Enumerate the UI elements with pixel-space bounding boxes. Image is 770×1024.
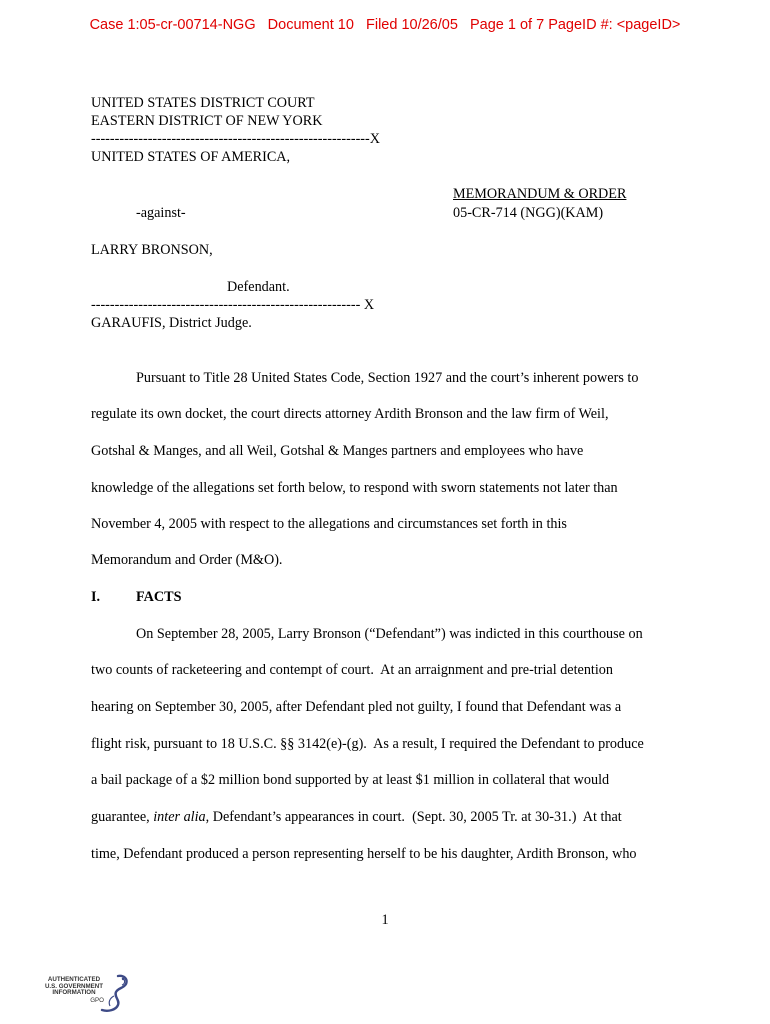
- defendant-name: LARRY BRONSON,: [91, 242, 213, 258]
- paragraph-line: Pursuant to Title 28 United States Code, Section 1927 and the court’s inherent powers to: [136, 370, 639, 386]
- italic-phrase: inter alia: [153, 809, 206, 825]
- caption-rule-top: -----------------------------------------------------------X: [91, 131, 380, 147]
- text-segment: guarantee,: [91, 809, 154, 825]
- logo-text-line: INFORMATION: [52, 989, 96, 997]
- logo-text-line: AUTHENTICATED: [47, 976, 101, 983]
- logo-text-line: U.S. GOVERNMENT: [44, 982, 104, 990]
- paragraph-line: regulate its own docket, the court directs attorney Ardith Bronson and the law firm of Weil,: [91, 406, 609, 422]
- case-header-stamp: Case 1:05-cr-00714-NGG Document 10 Filed 10/26/05 Page 1 of 7 PageID #: <pageID>: [89, 17, 681, 33]
- section-title: FACTS: [136, 589, 182, 605]
- caption-rule-bottom: --------------------------------------------------------- X: [91, 297, 375, 313]
- paragraph-line: On September 28, 2005, Larry Bronson (“Defendant”) was indicted in this courthouse on: [136, 626, 643, 642]
- document-title: MEMORANDUM & ORDER: [453, 186, 627, 202]
- case-number: 05-CR-714 (NGG)(KAM): [453, 205, 604, 221]
- page-number: 1: [381, 912, 389, 928]
- court-district: EASTERN DISTRICT OF NEW YORK: [91, 113, 323, 129]
- logo-text-line: GPO: [90, 996, 104, 1004]
- paragraph-line: [91, 808, 622, 826]
- plaintiff-name: UNITED STATES OF AMERICA,: [91, 149, 291, 165]
- paragraph-line: two counts of racketeering and contempt of court. At an arraignment and pre-trial detention: [91, 662, 613, 678]
- eagle-emblem-icon: [96, 972, 130, 1016]
- court-name: UNITED STATES DISTRICT COURT: [91, 95, 315, 111]
- against-label: -against-: [136, 205, 186, 221]
- paragraph-line: November 4, 2005 with respect to the allegations and circumstances set forth in this: [91, 516, 567, 532]
- gpo-authentication-logo: [44, 972, 134, 1016]
- section-number: I.: [91, 589, 101, 605]
- paragraph-line: time, Defendant produced a person representing herself to be his daughter, Ardith Bronson, who: [91, 846, 637, 862]
- judge-line: GARAUFIS, District Judge.: [91, 315, 252, 331]
- defendant-label: Defendant.: [227, 279, 290, 295]
- paragraph-line: knowledge of the allegations set forth below, to respond with sworn statements not later than: [91, 480, 618, 496]
- text-segment: , Defendant’s appearances in court. (Sept. 30, 2005 Tr. at 30-31.) At that: [205, 809, 622, 825]
- paragraph-line: a bail package of a $2 million bond supported by at least $1 million in collateral that would: [91, 772, 610, 788]
- paragraph-line: Memorandum and Order (M&O).: [91, 552, 283, 568]
- paragraph-line: hearing on September 30, 2005, after Defendant pled not guilty, I found that Defendant was a: [91, 699, 622, 715]
- paragraph-line: flight risk, pursuant to 18 U.S.C. §§ 3142(e)-(g). As a result, I required the Defendant to produce: [91, 736, 644, 752]
- paragraph-line: Gotshal & Manges, and all Weil, Gotshal & Manges partners and employees who have: [91, 443, 584, 459]
